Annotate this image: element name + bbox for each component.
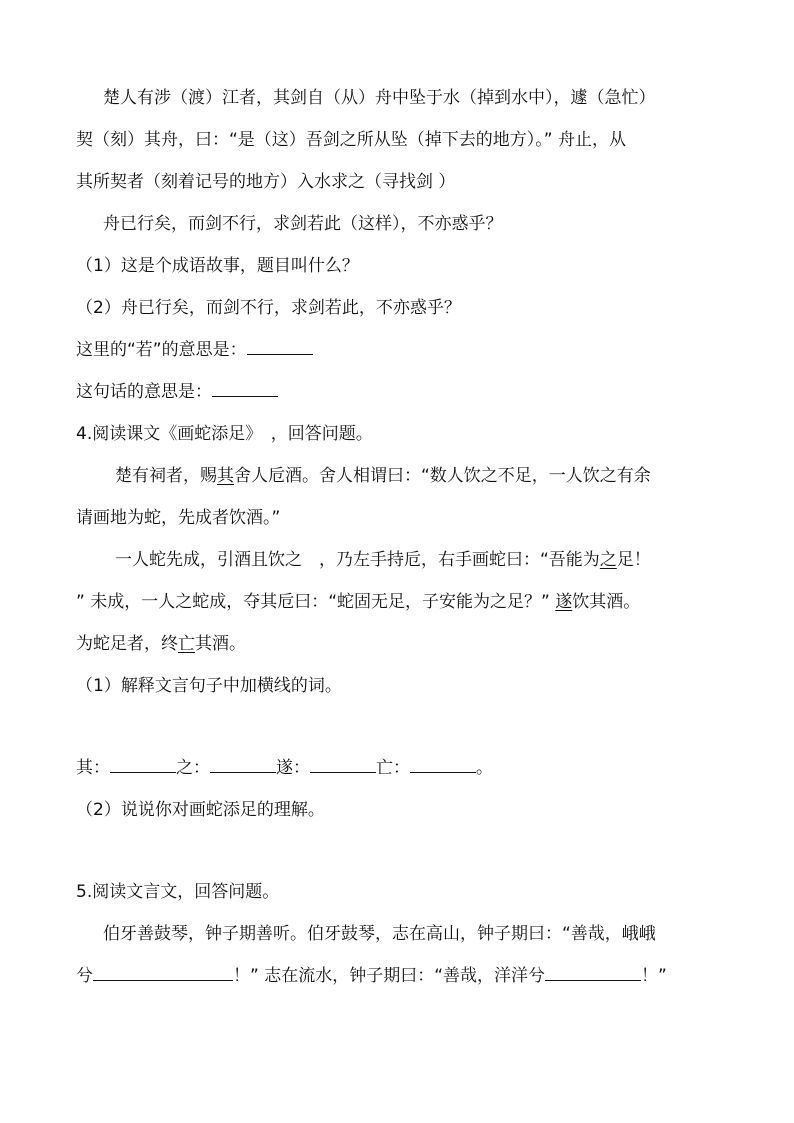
q5-blank-2[interactable] xyxy=(545,964,641,981)
q3-sub-question-2: （2）舟已行矣，而剑不行，求剑若此，不亦惑乎？ xyxy=(76,298,461,318)
q3-passage-line-1: 楚人有涉（渡）江者，其剑自（从）舟中坠于水（掉到水中），遽（急忙） xyxy=(103,88,656,108)
q3-passage-line-2: 契（刻）其舟，曰：“是（这）吾剑之所从坠（掉下去的地方）。” 舟止，从 xyxy=(76,130,627,150)
blank-zhi[interactable] xyxy=(210,756,276,773)
ruo-meaning-blank[interactable] xyxy=(247,338,313,355)
ruo-meaning-label: 这里的“若”的意思是： xyxy=(76,340,247,360)
blank-label-qi: 其： xyxy=(76,758,110,778)
q5-l2-text-end: ！” xyxy=(641,966,667,986)
q4-sub-question-2: （2）说说你对画蛇添足的理解。 xyxy=(76,800,325,820)
q5-passage-line-1: 伯牙善鼓琴，钟子期善听。伯牙鼓琴，志在高山，钟子期曰：“善哉，峨峨 xyxy=(103,924,656,944)
q4-word-blanks-row xyxy=(76,756,726,780)
q5-l2-text-mid: ！” 志在流水，钟子期曰：“善哉，洋洋兮 xyxy=(233,966,546,986)
blank-label-sui: 遂： xyxy=(276,758,310,778)
q4-p2a-text-rest: 足！ xyxy=(616,550,651,570)
q4-passage-line-3 xyxy=(115,548,765,572)
q4-p1a-text: 楚有祠者，赐 xyxy=(115,466,217,486)
q5-passage-line-2 xyxy=(76,964,726,988)
underlined-word-zhi: 之 xyxy=(599,550,617,570)
q5-blank-1[interactable] xyxy=(93,964,233,981)
q3-sub-question-1: （1）这是个成语故事，题目叫什么？ xyxy=(76,256,359,276)
underlined-word-wang: 亡 xyxy=(178,634,195,654)
q4-p2a-text: 一人蛇先成，引酒且饮之 ，乃左手持卮，右手画蛇曰：“吾能为 xyxy=(115,550,600,570)
q4-passage-line-4 xyxy=(76,590,726,614)
q4-sub-question-1: （1）解释文言句子中加横线的词。 xyxy=(76,676,342,696)
blank-wang[interactable] xyxy=(410,756,476,773)
q5-heading: 5.阅读文言文，回答问题。 xyxy=(76,882,280,902)
q5-l2-text: 兮 xyxy=(76,966,93,986)
q3-ruo-meaning-row xyxy=(76,338,726,362)
q4-passage-line-2: 请画地为蛇，先成者饮酒。” xyxy=(76,508,281,528)
sentence-meaning-blank[interactable] xyxy=(212,380,278,397)
q4-p2b-text-rest: 饮其酒。 xyxy=(572,592,641,612)
q4-p2b-text: ” 未成，一人之蛇成，夺其卮曰：“蛇固无足，子安能为之足？” xyxy=(76,592,556,612)
q4-p1a-text-rest: 舍人卮酒。舍人相谓曰：“数人饮之不足，一人饮之有余 xyxy=(234,466,651,486)
underlined-word-sui: 遂 xyxy=(555,592,573,612)
blank-label-wang: 亡： xyxy=(376,758,410,778)
q4-passage-line-1 xyxy=(115,464,765,488)
underlined-word-qi: 其 xyxy=(217,466,234,486)
q3-passage-line-3: 其所契者（刻着记号的地方）入水求之（寻找剑 ） xyxy=(76,172,456,192)
sentence-meaning-label: 这句话的意思是： xyxy=(76,382,212,402)
q4-passage-line-5 xyxy=(76,632,726,656)
blank-label-zhi: 之： xyxy=(176,758,210,778)
q3-passage-line-4: 舟已行矣，而剑不行，求剑若此（这样），不亦惑乎？ xyxy=(103,214,503,234)
q4-p2c-text: 为蛇足者，终 xyxy=(76,634,178,654)
q4-heading: 4.阅读课文《画蛇添足》 ，回答问题。 xyxy=(76,424,373,444)
blank-qi[interactable] xyxy=(110,756,176,773)
blanks-end-mark: 。 xyxy=(476,758,493,778)
q3-sentence-meaning-row xyxy=(76,380,726,404)
q4-p2c-text-rest: 其酒。 xyxy=(195,634,246,654)
blank-sui[interactable] xyxy=(310,756,376,773)
